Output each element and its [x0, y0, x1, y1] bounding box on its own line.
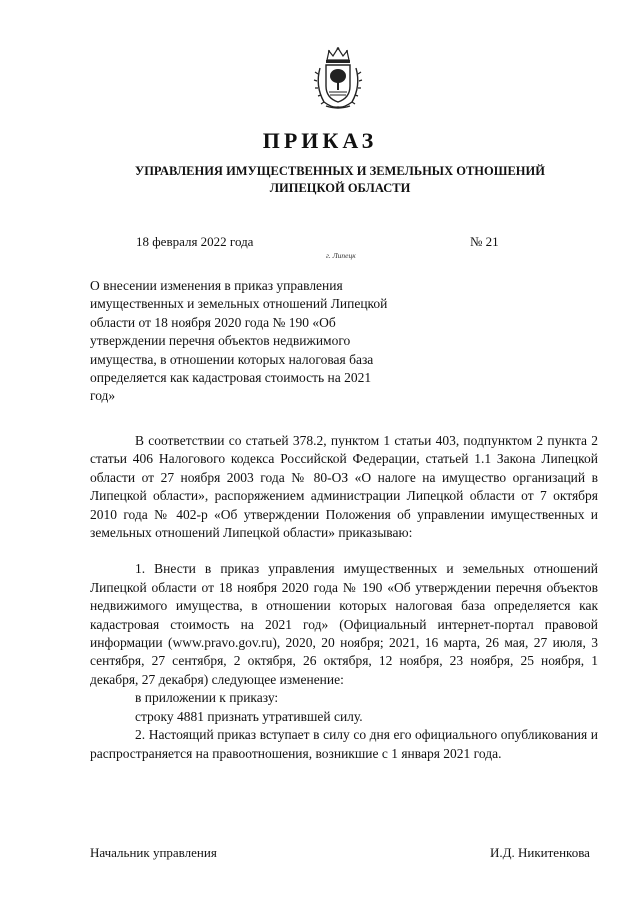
lipetsk-coat-of-arms-icon — [312, 46, 364, 110]
signatory-name: И.Д. Никитенкова — [490, 845, 590, 860]
department-line-1: УПРАВЛЕНИЯ ИМУЩЕСТВЕННЫХ И ЗЕМЕЛЬНЫХ ОТНОШЕНИЙ — [135, 164, 545, 178]
order-item-1-sub-2: строку 4881 признать утратившей силу. — [135, 708, 363, 724]
order-item-1: 1. Внести в приказ управления имущественных и земельных отношений Липецкой области от 18 ноября 2020 года № 190 «Об утверждении перечня объектов недвижимого имущества, в отношении которых налоговая база определяется как кадастровая стоимость на 2021 год» (Официальный интернет-портал правовой информации (www.pravo.gov.ru), 2020, 20 ноября; 2021, 16 марта, 26 мая, 27 июля, 3 сентября, 27 сентября, 2 октября, 26 октября, 12 ноября, 23 ноября, 25 ноября, 1 декабря, 27 декабря) следующее изменение: — [90, 561, 598, 687]
document-title: ПРИКАЗ — [262, 128, 378, 153]
order-number: № 21 — [470, 234, 499, 249]
signatory-position: Начальник управления — [90, 845, 217, 860]
order-item-1-sub-1: в приложении к приказу: — [135, 690, 279, 706]
order-preamble: В соответствии со статьей 378.2, пунктом 1 статьи 403, подпунктом 2 пункта 2 статьи 406 Налогового кодекса Российской Федерации, статьей 1.1 Закона Липецкой области от 27 ноября 2003 года № 80-ОЗ «О налоге на имущество организаций в Липецкой области», распоряжением администрации Липецкой области от 7 октября 2010 года № 402-р «Об утверждении Положения об управлении имущественных и земельных отношений Липецкой области» приказываю: — [90, 433, 598, 541]
department-name — [80, 163, 600, 197]
order-city: г. Липецк — [326, 251, 356, 260]
order-date: 18 февраля 2022 года — [136, 234, 254, 249]
order-subject: О внесении изменения в приказ управления имущественных и земельных отношений Липецкой области от 18 ноября 2020 года № 190 «Об утверждении перечня объектов недвижимого имущества, в отношении которых налоговая база определяется как кадастровая стоимость на 2021 год» — [90, 278, 388, 404]
order-item-2: 2. Настоящий приказ вступает в силу со дня его официального опубликования и распространяется на правоотношения, возникшие с 1 января 2021 года. — [90, 727, 598, 761]
department-line-2: ЛИПЕЦКОЙ ОБЛАСТИ — [269, 181, 411, 195]
order-body — [90, 432, 598, 763]
